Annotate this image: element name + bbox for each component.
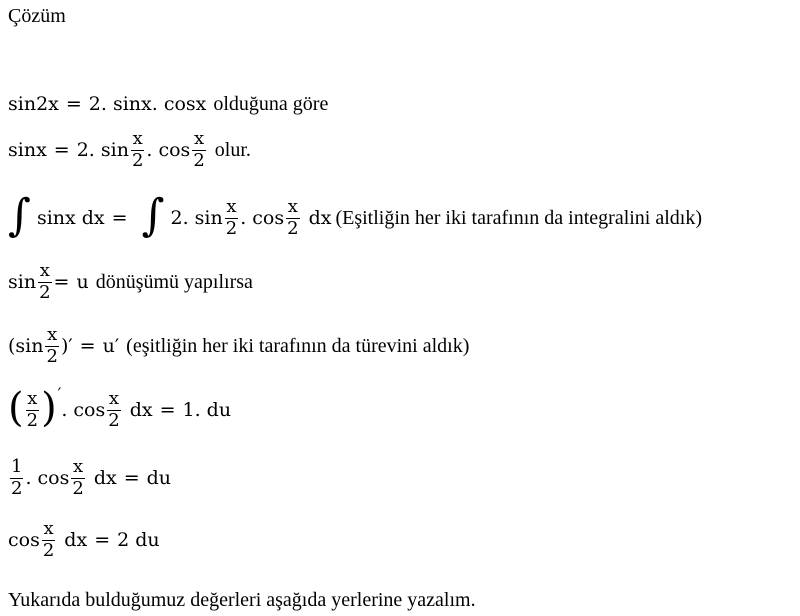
eq5-close: )′ <box>60 334 73 357</box>
equation-line-8 <box>8 520 160 561</box>
fraction-denominator: 2 <box>72 477 84 499</box>
equation-line-6 <box>8 384 232 432</box>
eq5-open: (sin <box>8 334 44 357</box>
eq3-dx: dx <box>308 206 332 229</box>
equation-line-3 <box>8 190 703 241</box>
fraction-numerator: x <box>47 324 58 345</box>
fraction-denominator: 2 <box>108 409 120 431</box>
equation-line-7 <box>8 458 171 499</box>
fraction-denominator: 2 <box>39 281 51 303</box>
fraction-numerator: x <box>287 195 298 217</box>
eq7-fraction-1 <box>10 458 23 499</box>
eq7-mid: . cos <box>25 466 70 489</box>
eq4-pre: sin <box>8 270 37 293</box>
eq2-equals: = <box>53 138 70 161</box>
eq4-equals: = <box>53 270 70 293</box>
eq7-dx: dx <box>93 466 117 489</box>
equation-line-1 <box>8 94 328 114</box>
eq6-equals: = <box>159 398 176 421</box>
fraction-denominator: 2 <box>131 149 144 171</box>
fraction-numerator: 1 <box>11 456 23 477</box>
eq8-rhs: 2 du <box>117 528 160 551</box>
eq3-fraction-2 <box>286 195 299 239</box>
eq3-mid: . cos <box>240 206 285 229</box>
eq4-u: u <box>76 270 89 293</box>
eq2-lhs: sinx <box>8 138 47 161</box>
eq2-fraction-1 <box>131 130 144 171</box>
footer-text: Yukarıda bulduğumuz değerleri aşağıda yerlerine yazalım. <box>8 589 476 611</box>
fraction-denominator: 2 <box>42 539 55 561</box>
eq6-fraction-2 <box>107 390 120 431</box>
eq8-fraction <box>42 520 55 561</box>
fraction-denominator: 2 <box>26 409 39 431</box>
eq6-paren-close: ) <box>41 385 57 432</box>
eq5-fraction <box>45 326 58 367</box>
eq2-text: olur. <box>214 139 251 162</box>
eq3-pre: 2. sin <box>170 206 223 229</box>
eq5-equals: = <box>79 334 96 357</box>
equation-line-4 <box>8 262 253 303</box>
eq8-pre: cos <box>8 528 40 551</box>
eq3-equals: = <box>111 206 128 229</box>
equation-line-2 <box>8 130 251 171</box>
eq6-rhs: 1. du <box>182 398 232 421</box>
heading-text: Çözüm <box>8 5 66 27</box>
integral-sign: ∫ <box>8 190 31 241</box>
fraction-denominator: 2 <box>46 345 58 367</box>
fraction-numerator: x <box>193 128 205 149</box>
fraction-numerator: x <box>108 388 120 409</box>
eq7-equals: = <box>123 466 140 489</box>
eq2-fraction-2 <box>192 130 205 171</box>
equation-line-5 <box>8 326 469 367</box>
eq2-mid: . cos <box>146 138 191 161</box>
eq3-text: (Eşitliğin her iki tarafının da integralini aldık) <box>335 207 703 229</box>
solution-heading <box>8 6 66 26</box>
fraction-numerator: x <box>43 518 54 539</box>
eq3-fraction-1 <box>225 195 238 239</box>
closing-sentence <box>8 590 476 610</box>
fraction-numerator: x <box>132 128 143 149</box>
eq5-text: (eşitliğin her iki tarafının da türevini aldık) <box>126 335 470 358</box>
eq5-rhs: u′ <box>102 334 120 357</box>
eq6-prime: ′ <box>57 384 62 404</box>
eq1-text: olduğuna göre <box>213 93 329 115</box>
eq8-equals: = <box>94 528 111 551</box>
eq2-pre: 2. sin <box>76 138 129 161</box>
fraction-denominator: 2 <box>287 217 299 239</box>
eq8-dx: dx <box>64 528 88 551</box>
eq3-lhs: sinx dx <box>36 206 105 229</box>
eq1-rhs: 2. sinx. cosx <box>88 92 207 115</box>
fraction-numerator: x <box>27 388 38 409</box>
fraction-denominator: 2 <box>11 477 23 499</box>
eq6-fraction-1 <box>26 390 39 431</box>
eq4-text: dönüşümü yapılırsa <box>95 271 253 294</box>
eq1-equals: = <box>65 92 82 115</box>
eq4-fraction <box>38 262 51 303</box>
eq7-rhs: du <box>146 466 172 489</box>
fraction-numerator: x <box>39 260 50 281</box>
eq6-dx: dx <box>129 398 153 421</box>
fraction-numerator: x <box>226 195 237 217</box>
fraction-denominator: 2 <box>193 149 205 171</box>
fraction-denominator: 2 <box>225 217 238 239</box>
eq6-mid: . cos <box>61 398 106 421</box>
integral-sign: ∫ <box>141 190 165 241</box>
eq1-lhs: sin2x <box>8 92 59 115</box>
eq6-paren-open: ( <box>8 385 24 432</box>
eq7-fraction-2 <box>71 458 84 499</box>
fraction-numerator: x <box>73 456 84 477</box>
